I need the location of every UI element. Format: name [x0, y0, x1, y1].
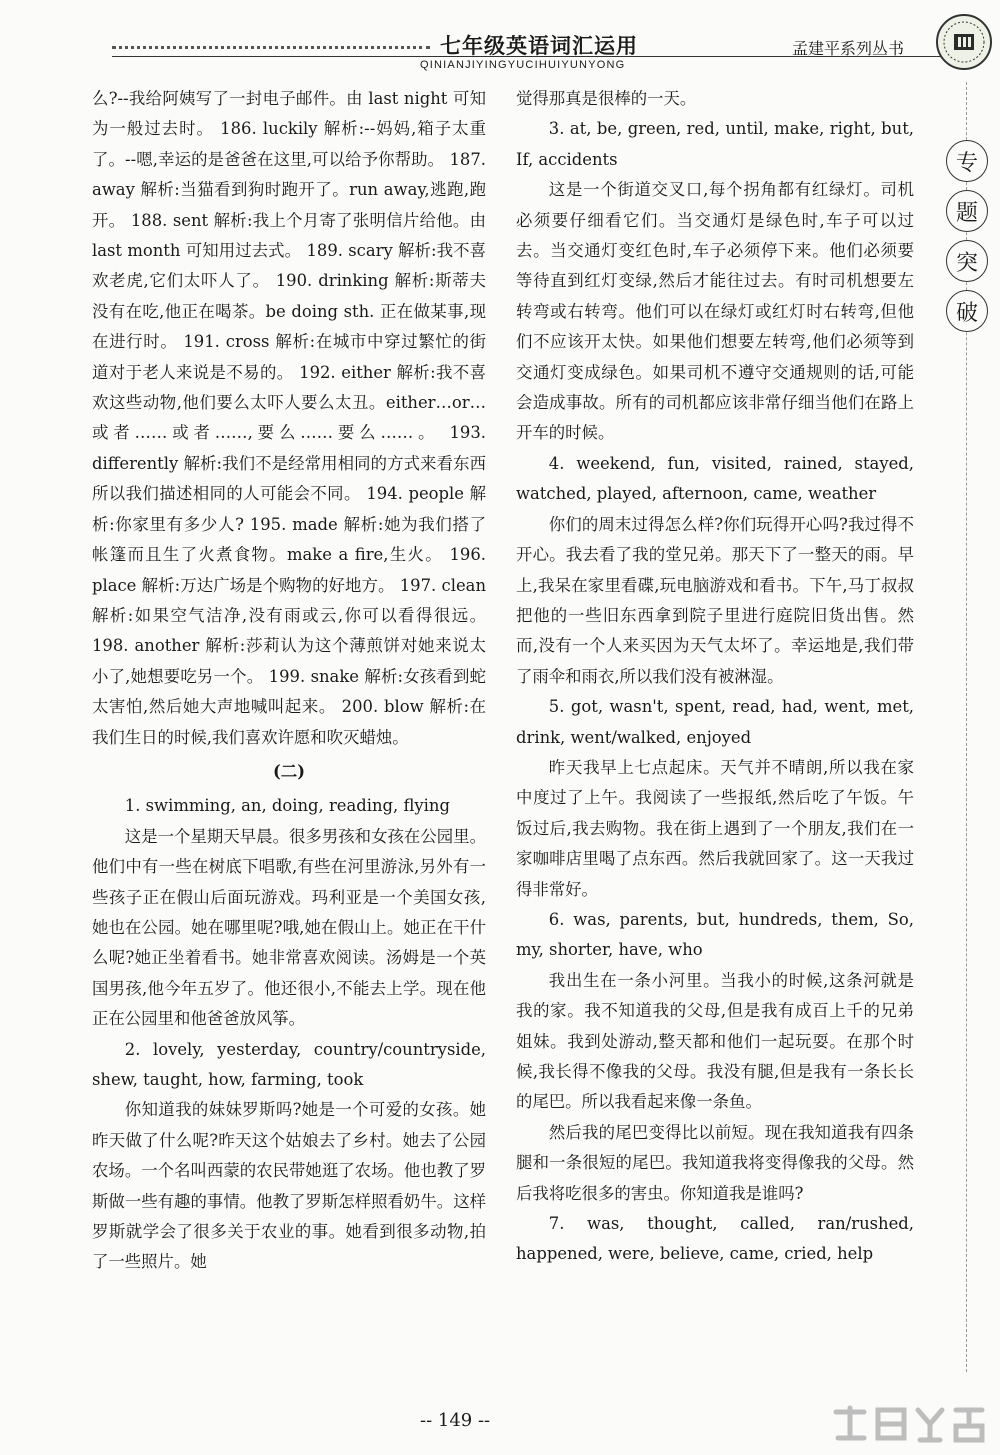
left-column	[92, 84, 486, 1278]
translation-paragraph: 然后我的尾巴变得比以前短。现在我知道我有四条腿和一条很短的尾巴。我知道我将变得像我的父母。然后我将吃很多的害虫。你知道我是谁吗?	[516, 1122, 914, 1203]
answer-key: 3. at, be, green, red, until, make, right, but, If, accidents	[516, 119, 914, 169]
answer-key: 2. lovely, yesterday, country/countryside, shew, taught, how, farming, took	[92, 1039, 486, 1089]
translation-paragraph: 你们的周末过得怎么样?你们玩得开心吗?我过得不开心。我去看了我的堂兄弟。那天下了一整天的雨。早上,我呆在家里看碟,玩电脑游戏和看书。下午,马丁叔叔把他的一些旧东西拿到院子里进行庭院旧货出售。然而,没有一个人来买因为天气太坏了。幸运地是,我们带了雨伞和雨衣,所以我们没有被淋湿。	[516, 514, 914, 686]
side-tab-char: 突	[946, 240, 988, 282]
header-dotted-rule	[112, 46, 430, 49]
header-rule	[112, 56, 942, 57]
translation-paragraph: 觉得那真是很棒的一天。	[516, 89, 697, 108]
answer-explanations: 么?--我给阿姨写了一封电子邮件。由 last night 可知为一般过去时。 186. luckily 解析:--妈妈,箱子太重了。--嗯,幸运的是爸爸在这里,可以给予你帮助。 187. away 解析:当猫看到狗时跑开了。run away,逃跑,跑开。 188. sent 解析:我上个月寄了张明信片给他。由 last month 可知用过去式。 189. scary 解析:我不喜欢老虎,它们太吓人了。 190. drinking 解析:斯蒂夫没有在吃,他正在喝茶。be doing sth. 正在做某事,现在进行时。 191. cross 解析:在城市中穿过繁忙的街道对于老人来说是不易的。 192. either 解析:我不喜欢这些动物,他们要么太吓人要么太丑。either…or… 或者……或者……,要么……要么……。 193. differently 解析:我们不是经常用相同的方式来看东西所以我们描述相同的人可能会不同。 194. people 解析:你家里有多少人? 195. made 解析:她为我们搭了帐篷而且生了火煮食物。make a fire,生火。 196. place 解析:万达广场是个购物的好地方。 197. clean 解析:如果空气洁净,没有雨或云,你可以看得很远。 198. another 解析:莎莉认为这个薄煎饼对她来说太小了,她想要吃另一个。 199. snake 解析:女孩看到蛇太害怕,然后她大声地喊叫起来。 200. blow 解析:在我们生日的时候,我们喜欢许愿和吹灭蜡烛。	[92, 89, 486, 747]
side-tab-char: 题	[946, 190, 988, 232]
page-number: -- 149 --	[420, 1410, 491, 1431]
answer-key: 4. weekend, fun, visited, rained, stayed, watched, played, afternoon, came, weather	[516, 453, 914, 504]
translation-paragraph: 这是一个街道交叉口,每个拐角都有红绿灯。司机必须要仔细看它们。当交通灯是绿色时,车子可以过去。当交通灯变红色时,车子必须停下来。他们必须要等待直到红灯变绿,然后才能往过去。有时司机想要左转弯或右转弯。他们可以在绿灯或红灯时右转弯,但他们不应该开太快。如果他们想要左转弯,他们必须等到交通灯变成绿色。如果司机不遵守交通规则的话,可能会造成事故。所有的司机都应该非常仔细当他们在路上开车的时候。	[516, 180, 914, 443]
translation-paragraph: 你知道我的妹妹罗斯吗?她是一个可爱的女孩。她昨天做了什么呢?昨天这个姑娘去了乡村。她去了公园农场。一个名叫西蒙的农民带她逛了农场。他也教了罗斯做一些有趣的事情。他教了罗斯怎样照看奶牛。这样罗斯就学会了很多关于农业的事。她看到很多动物,拍了一些照片。她	[92, 1100, 486, 1272]
side-tab-char: 专	[946, 140, 988, 182]
translation-paragraph: 昨天我早上七点起床。天气并不晴朗,所以我在家中度过了上午。我阅读了一些报纸,然后吃了午饭。午饭过后,我去购物。我在街上遇到了一个朋友,我们在一家咖啡店里喝了点东西。然后我就回家了。这一天我过得非常好。	[516, 757, 914, 899]
book-title-pinyin: QINIANJIYINGYUCIHUIYUNYONG	[420, 59, 626, 71]
section-heading: (二)	[273, 761, 305, 781]
translation-paragraph: 这是一个星期天早晨。很多男孩和女孩在公园里。他们中有一些在树底下唱歌,有些在河里游泳,另外有一些孩子正在假山后面玩游戏。玛利亚是一个美国女孩,她也在公园。她在哪里呢?哦,她在假山上。她正在干什么呢?她正坐着看书。她非常喜欢阅读。汤姆是一个英国男孩,他今年五岁了。他还很小,不能去上学。现在他正在公园里和他爸爸放风筝。	[92, 826, 486, 1029]
watermark-logo-icon	[826, 1398, 992, 1450]
answer-key: 6. was, parents, but, hundreds, them, So, my, shorter, have, who	[516, 909, 914, 960]
answer-key: 5. got, wasn't, spent, read, had, went, met, drink, went/walked, enjoyed	[516, 697, 914, 747]
book-title: 七年级英语词汇运用	[440, 33, 638, 58]
answer-key: 7. was, thought, called, ran/rushed, happened, were, believe, came, cried, help	[516, 1214, 914, 1264]
side-tab-char: 破	[946, 290, 988, 332]
right-column	[516, 84, 914, 1270]
translation-paragraph: 我出生在一条小河里。当我小的时候,这条河就是我的家。我不知道我的父母,但是我有成百上千的兄弟姐妹。我到处游动,整天都和他们一起玩耍。在那个时候,我长得不像我的父母。我没有腿,但是我有一条长长的尾巴。所以我看起来像一条鱼。	[516, 970, 914, 1112]
series-name: 孟建平系列丛书	[792, 39, 905, 58]
answer-key: 1. swimming, an, doing, reading, flying	[124, 796, 450, 816]
series-logo-icon	[934, 12, 994, 72]
